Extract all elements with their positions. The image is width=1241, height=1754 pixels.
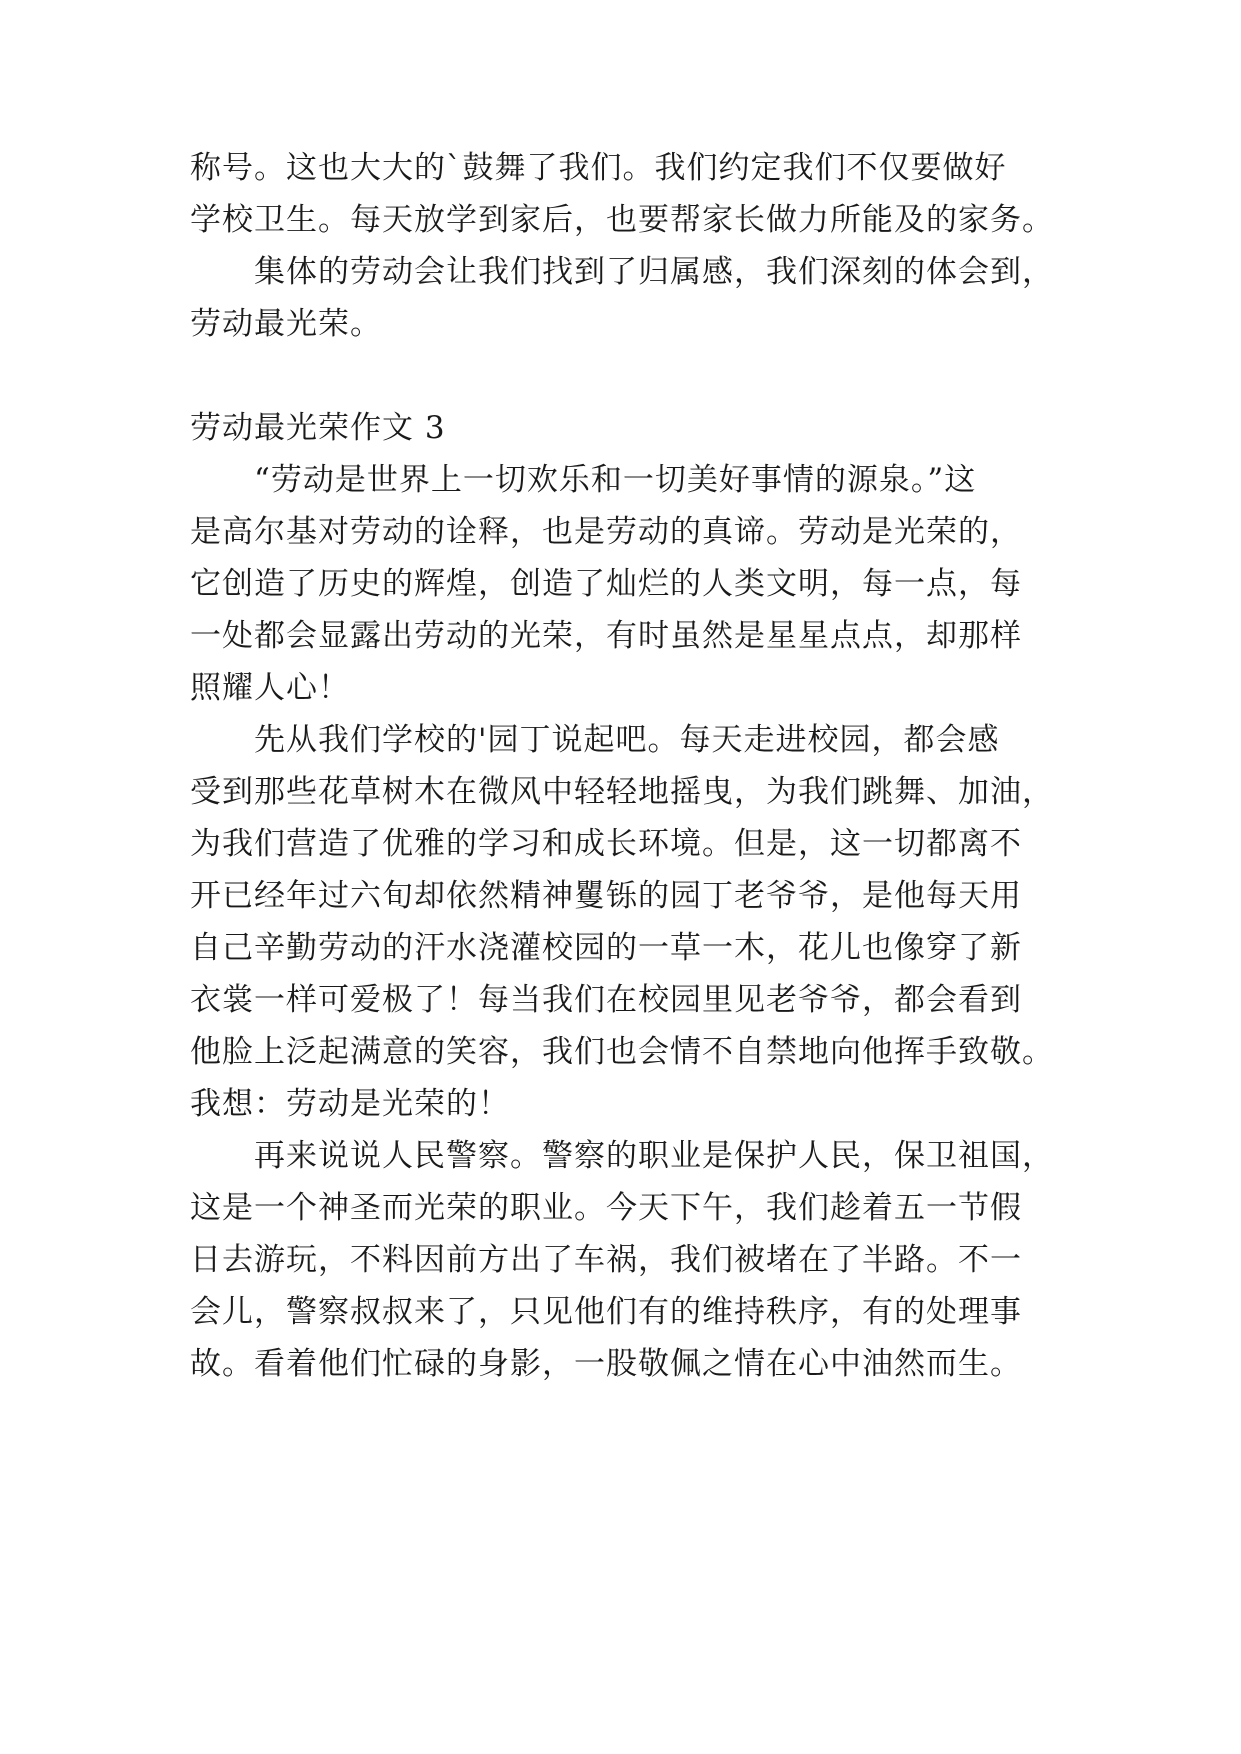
- text-line: 为我们营造了优雅的学习和成长环境。但是，这一切都离不: [190, 826, 1022, 862]
- text-line: 会儿，警察叔叔来了，只见他们有的维持秩序，有的处理事: [190, 1294, 1022, 1330]
- text-line: 这是一个神圣而光荣的职业。今天下午，我们趁着五一节假: [190, 1190, 1022, 1226]
- text-line: 一处都会显露出劳动的光荣，有时虽然是星星点点，却那样: [190, 618, 1022, 654]
- text-line: 自己辛勤劳动的汗水浇灌校园的一草一木，花儿也像穿了新: [190, 930, 1022, 966]
- text-line: 开已经年过六旬却依然精神矍铄的园丁老爷爷，是他每天用: [190, 878, 1022, 914]
- text-line: 日去游玩，不料因前方出了车祸，我们被堵在了半路。不一: [190, 1242, 1022, 1278]
- text-line: 它创造了历史的辉煌，创造了灿烂的人类文明，每一点，每: [190, 566, 1022, 602]
- text-line: 照耀人心！: [190, 670, 350, 706]
- text-line: 衣裳一样可爱极了！每当我们在校园里见老爷爷，都会看到: [190, 982, 1022, 1018]
- text-line: 受到那些花草树木在微风中轻轻地摇曳，为我们跳舞、加油，: [190, 774, 1054, 810]
- text-line: 再来说说人民警察。警察的职业是保护人民，保卫祖国，: [254, 1138, 1054, 1174]
- text-line: 学校卫生。每天放学到家后，也要帮家长做力所能及的家务。: [190, 202, 1054, 238]
- text-line: 他脸上泛起满意的笑容，我们也会情不自禁地向他挥手致敬。: [190, 1034, 1054, 1070]
- text-line: 称号。这也大大的`鼓舞了我们。我们约定我们不仅要做好: [190, 150, 1007, 186]
- text-line: 集体的劳动会让我们找到了归属感，我们深刻的体会到，: [254, 254, 1054, 290]
- text-line: 劳动最光荣。: [190, 306, 382, 342]
- text-line: 是高尔基对劳动的诠释，也是劳动的真谛。劳动是光荣的，: [190, 514, 1022, 550]
- text-line: 故。看着他们忙碌的身影，一股敬佩之情在心中油然而生。: [190, 1346, 1022, 1382]
- section-heading: 劳动最光荣作文 3: [190, 410, 446, 446]
- text-line: 先从我们学校的'园丁说起吧。每天走进校园，都会感: [254, 722, 1000, 758]
- text-line: “劳动是世界上一切欢乐和一切美好事情的源泉。”这: [254, 462, 977, 498]
- text-line: 我想：劳动是光荣的！: [190, 1086, 510, 1122]
